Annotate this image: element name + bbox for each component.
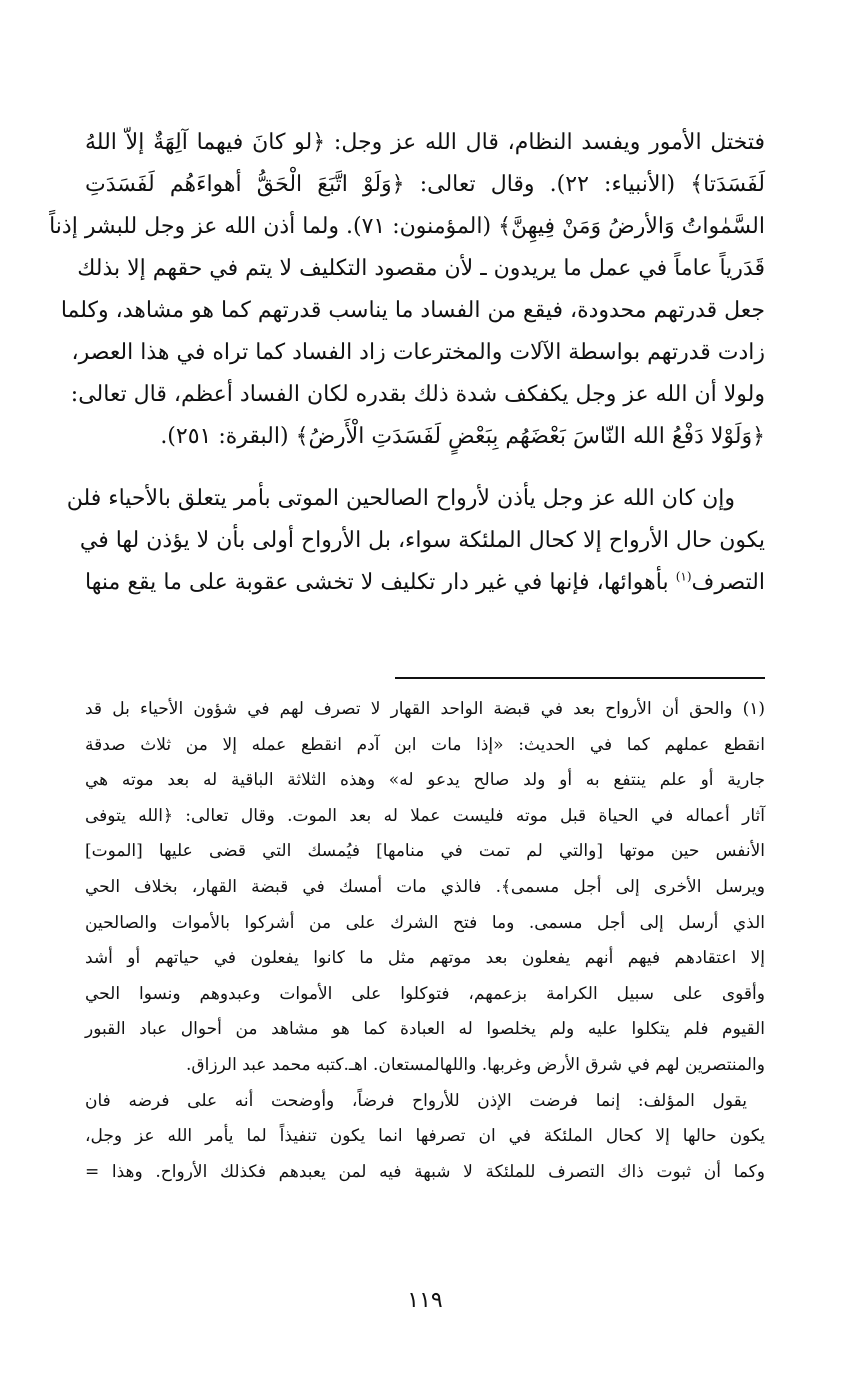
footnote-line: وكما أن ثبوت ذاك التصرف للملئكة لا شبهة فيه لمن يعبدهم فكذلك الأرواح. وهذا =	[85, 1161, 765, 1182]
paragraph-1	[49, 122, 765, 458]
footnote-line: آثار أعماله في الحياة قبل موته فليست عملا له بعد الموت. وقال تعالى: ﴿الله يتوفى	[85, 805, 765, 826]
footnote-reference[interactable]: (١)	[675, 569, 692, 584]
footnote-line: انقطع عملهم كما في الحديث: «إذا مات ابن آدم انقطع عمله إلا من ثلاث صدقة	[85, 734, 765, 755]
footnote-line: يقول المؤلف: إنما فرضت الإذن للأرواح فرضاً، وأوضحت أنه على فرضه فان	[85, 1090, 747, 1111]
text-line: جعل قدرتهم محدودة، فيقع من الفساد ما يناسب قدرتهم كما هو مشاهد، وكلما	[60, 298, 765, 323]
text-line: السَّمٰواتُ وَالأرضُ وَمَنْ فِيهِنَّ﴾ (المؤمنون: ٧١). ولما أذن الله عز وجل للبشر إذناً	[49, 214, 765, 239]
text-line: وإن كان الله عز وجل يأذن لأرواح الصالحين الموتى بأمر يتعلق بالأحياء فلن	[66, 486, 735, 511]
footnote-line: إلا اعتقادهم فيهم أنهم يفعلون بعد موتهم مثل ما كانوا يفعلون في حياتهم أو أشد	[85, 948, 765, 969]
footnotes	[85, 692, 765, 1190]
footnote-1	[85, 692, 765, 1084]
page-number: ١١٩	[407, 1288, 443, 1313]
text-line: لَفَسَدَتا﴾ (الأنبياء: ٢٢). وقال تعالى: ﴿وَلَوْ اتَّبَعَ الْحَقُّ أهواءَهُم لَفَسَدَتِ	[85, 172, 765, 197]
text-line: ولولا أن الله عز وجل يكفكف شدة ذلك بقدره لكان الفساد أعظم، قال تعالى:	[70, 382, 765, 407]
paragraph-2	[66, 478, 765, 604]
text-line: فتختل الأمور ويفسد النظام، قال الله عز وجل: ﴿لو كانَ فيهما آلِهَةٌ إلاّ اللهُ	[85, 130, 765, 155]
footnote-line: جارية أو علم ينتفع به أو ولد صالح يدعو له» وهذه الثلاثة الباقية له بعد موته هي	[85, 770, 765, 791]
main-text	[49, 122, 765, 604]
text-line-rest: بأهوائها، فإنها في غير دار تكليف لا تخشى عقوبة على ما يقع منها	[85, 570, 669, 595]
footnote-line: وأقوى على سبيل الكرامة بزعمهم، فتوكلوا على الأموات وعبدوهم ونسوا الحي	[85, 983, 765, 1004]
text-line: يكون حال الأرواح إلا كحال الملئكة سواء، بل الأرواح أولى بأن لا يؤذن لها في	[79, 528, 765, 553]
footnote-separator	[395, 677, 765, 679]
footnote-line: القيوم فلم يتكلوا عليه ولم يخلصوا له العبادة كما هو مشاهد من أحوال عباد القبور	[85, 1019, 765, 1040]
text-line: زادت قدرتهم بواسطة الآلات والمخترعات زاد الفساد كما تراه في هذا العصر،	[71, 340, 765, 365]
footnote-line: الأنفس حين موتها [والتي لم تمت في منامها] فيُمسك التي قضى عليها [الموت]	[85, 841, 765, 862]
footnote-line: الذي أرسل إلى أجل مسمى. وما فتح الشرك على من أشركوا بالأموات والصالحين	[85, 912, 765, 933]
footnote-line: والمنتصرين لهم في شرق الأرض وغربها. واللهالمستعان. اهـ.كتبه محمد عبد الرزاق.	[186, 1054, 765, 1075]
footnote-line: ويرسل الأخرى إلى أجل مسمى﴾. فالذي مات أمسك في قبضة القهار، بخلاف الحي	[85, 876, 765, 897]
footnote-line: يكون حالها إلا كحال الملئكة في ان تصرفها انما يكون تنفيذاً لما يأمر الله عز وجل،	[85, 1126, 765, 1147]
footnote-line: (١) والحق أن الأرواح بعد في قبضة الواحد القهار لا تصرف لهم في شؤون الأحياء بل قد	[85, 699, 765, 719]
author-note	[85, 1084, 765, 1191]
text-line	[85, 562, 765, 604]
text-line-start: التصرف	[691, 570, 765, 595]
text-line: قَدَرياً عاماً في عمل ما يريدون ـ لأن مقصود التكليف لا يتم في حقهم إلا بذلك	[77, 256, 765, 281]
text-line: ﴿وَلَوْلا دَفْعُ الله النّاسَ بَعْضَهُم بِبَعْضٍ لَفَسَدَتِ الْأَرضُ﴾ (البقرة: ٢٥١).	[160, 424, 765, 449]
